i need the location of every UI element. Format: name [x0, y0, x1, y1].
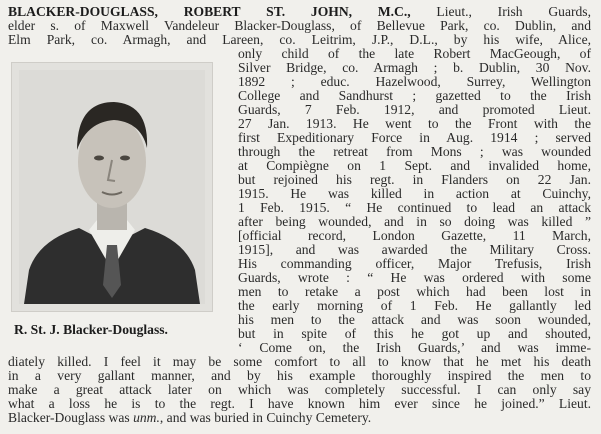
text-line: 27 Jan. 1913. He went to the Front with the: [238, 116, 591, 131]
text-line: College and Sandhurst ; gazetted to the Irish: [238, 88, 591, 103]
text-line: only child of the late Robert MacGeough, of: [238, 46, 591, 61]
text-fragment: Blacker-Douglass was: [8, 410, 134, 425]
text-line: through the retreat from Mons ; was wounded: [238, 144, 591, 159]
heading-line: [8, 5, 591, 19]
text-line: elder s. of Maxwell Vandeleur Blacker-Douglass, of Bellevue Park, co. Dublin, and: [8, 18, 591, 33]
text-line: ‘ Come on, the Irish Guards,’ and was imme-: [238, 340, 591, 355]
subject-rank: Lieut., Irish Guards,: [410, 4, 592, 19]
text-line: his men to the attack and was soon wounded,: [238, 312, 591, 327]
text-line: 1915. He was killed in action at Cuinchy,: [238, 186, 591, 201]
text-line: first Expeditionary Force in Aug. 1914 ; served: [238, 130, 591, 145]
text-line: [official record, London Gazette, 11 March,: [238, 228, 591, 243]
text-fragment: , and was buried in Cuinchy Cemetery.: [159, 410, 372, 425]
text-line: 1892 ; educ. Hazelwood, Surrey, Wellington: [238, 74, 591, 89]
text-line: Elm Park, co. Armagh, and Lareen, co. Leitrim, J.P., D.L., by his wife, Alice,: [8, 32, 591, 47]
portrait-image: [19, 70, 205, 304]
text-line: what a loss he is to the regt. I have known him ever since he joined.” Lieut.: [8, 396, 591, 411]
photo-caption: R. St. J. Blacker-Douglass.: [14, 322, 168, 337]
text-line: but in spite of this he got up and shouted,: [238, 326, 591, 341]
text-line: the early morning of 1 Feb. He gallantly led: [238, 298, 591, 313]
text-line: make a great attack later on which was completely successful. I can only say: [8, 382, 591, 397]
text-line: 1915], and was awarded the Military Cross.: [238, 242, 591, 257]
text-line: but rejoined his regt. in Flanders on 22 Jan.: [238, 172, 591, 187]
text-line: in a very gallant manner, and by his example thoroughly inspired the men to: [8, 368, 591, 383]
text-line: at Compiègne on 1 Sept. and invalided home,: [238, 158, 591, 173]
text-line: Silver Bridge, co. Armagh ; b. Dublin, 30 Nov.: [238, 60, 591, 75]
text-line: diately killed. I feel it may be some comfort to all to know that he met his death: [8, 354, 591, 369]
text-line: men to retake a post which had been lost in: [238, 284, 591, 299]
text-line: after being wounded, and in so doing was killed ”: [238, 214, 591, 229]
text-line: His commanding officer, Major Trefusis, Irish: [238, 256, 591, 271]
portrait-photo: [11, 62, 213, 312]
text-line: 1 Feb. 1915. “ He continued to lead an attack: [238, 200, 591, 215]
text-line: Guards, wrote : “ He was ordered with some: [238, 270, 591, 285]
final-text-line: [8, 411, 591, 425]
subject-name: BLACKER-DOUGLASS, ROBERT ST. JOHN, M.C.,: [8, 4, 411, 19]
unmarried-abbreviation: unm.: [133, 410, 160, 425]
text-line: Guards, 7 Feb. 1912, and promoted Lieut.: [238, 102, 591, 117]
